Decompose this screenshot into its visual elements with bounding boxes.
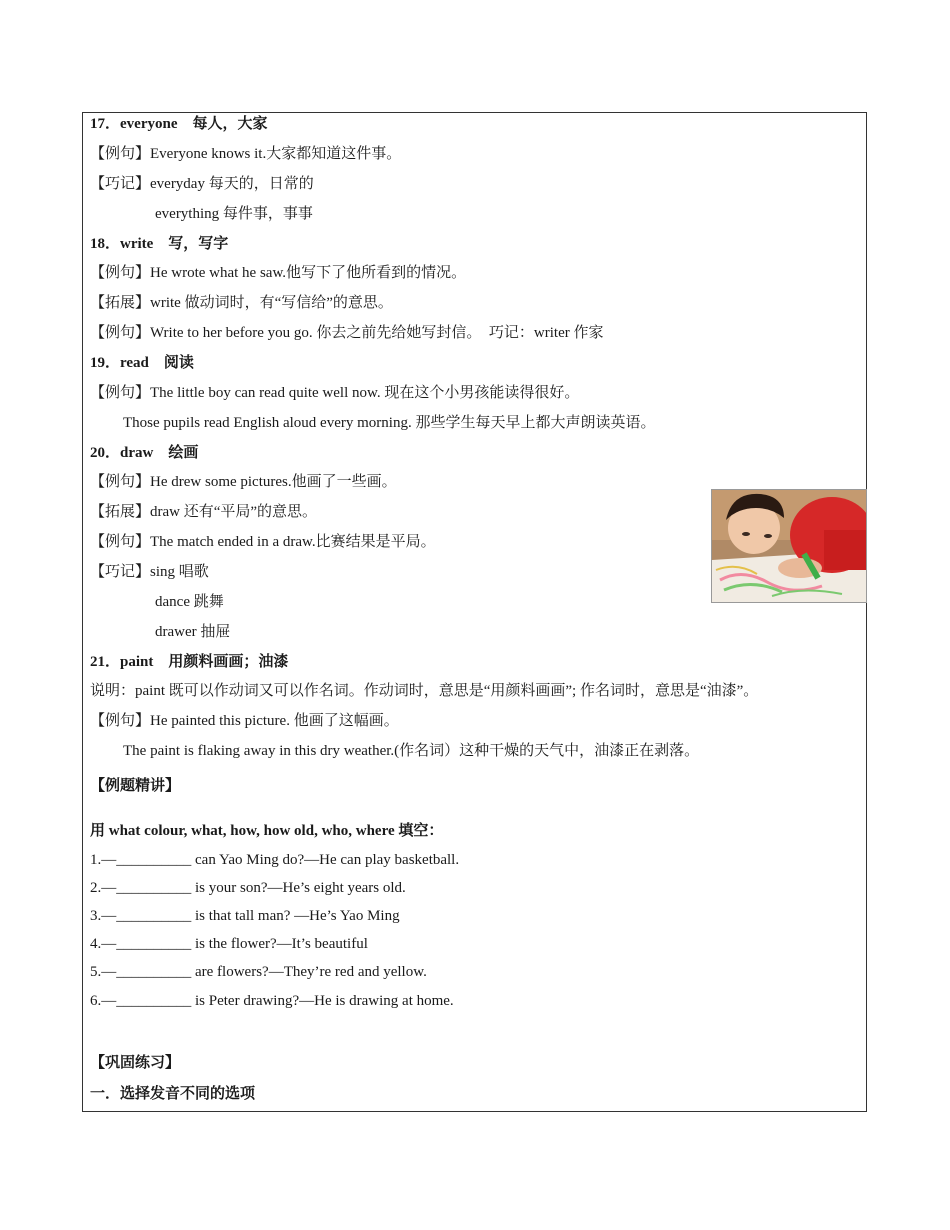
example-line: 【例句】The little boy can read quite well now. 现在这个小男孩能读得很好。 [90, 385, 580, 401]
example-line: The paint is flaking away in this dry weather.(作名词）这种干燥的天气中，油漆正在剥落。 [123, 743, 700, 759]
mnemonic-line: 【巧记】everyday 每天的，日常的 [90, 176, 314, 192]
exercise-item: 3.—__________ is that tall man? —He’s Yao Ming [90, 908, 400, 924]
practice-subheading: 一．选择发音不同的选项 [90, 1086, 256, 1102]
section-heading-practice: 【巩固练习】 [90, 1055, 181, 1071]
example-line: 【例句】The match ended in a draw.比赛结果是平局。 [90, 534, 436, 550]
exercise-item: 2.—__________ is your son?—He’s eight years old. [90, 880, 406, 896]
section-heading-examples: 【例题精讲】 [90, 778, 181, 794]
exercise-instruction: 用 what colour, what, how, how old, who, where 填空： [90, 823, 444, 839]
mnemonic-line: 【巧记】sing 唱歌 [90, 564, 209, 580]
example-line: 【例句】He wrote what he saw.他写下了他所看到的情况。 [90, 265, 467, 281]
exercise-item: 4.—__________ is the flower?—It’s beautiful [90, 936, 368, 952]
example-line: Those pupils read English aloud every morning. 那些学生每天早上都大声朗读英语。 [123, 415, 656, 431]
example-line: 【例句】Everyone knows it.大家都知道这件事。 [90, 146, 402, 162]
vocab-heading-draw: 20．draw 绘画 [90, 445, 199, 461]
extension-line: 【拓展】draw 还有“平局”的意思。 [90, 504, 318, 520]
vocab-heading-everyone: 17．everyone 每人，大家 [90, 116, 268, 132]
vocab-heading-paint: 21．paint 用颜料画画；油漆 [90, 654, 289, 670]
child-drawing-photo [711, 489, 867, 603]
vocab-heading-read: 19．read 阅读 [90, 355, 194, 371]
exercise-item: 5.—__________ are flowers?—They’re red and yellow. [90, 964, 427, 980]
explanation-line: 说明：paint 既可以作动词又可以作名词。作动词时，意思是“用颜料画画”; 作名词时，意思是“油漆”。 [90, 683, 759, 699]
vocab-heading-write: 18．write 写，写字 [90, 236, 229, 252]
example-line: 【例句】He drew some pictures.他画了一些画。 [90, 474, 397, 490]
mnemonic-line: everything 每件事，事事 [155, 206, 313, 222]
exercise-item: 1.—__________ can Yao Ming do?—He can play basketball. [90, 852, 460, 868]
mnemonic-line: drawer 抽屉 [155, 624, 231, 640]
extension-line: 【拓展】write 做动词时，有“写信给”的意思。 [90, 295, 393, 311]
example-line: 【例句】He painted this picture. 他画了这幅画。 [90, 713, 399, 729]
mnemonic-line: dance 跳舞 [155, 594, 224, 610]
example-line: 【例句】Write to her before you go. 你去之前先给她写封信。 巧记：writer 作家 [90, 325, 604, 341]
exercise-item: 6.—__________ is Peter drawing?—He is drawing at home. [90, 993, 454, 1009]
